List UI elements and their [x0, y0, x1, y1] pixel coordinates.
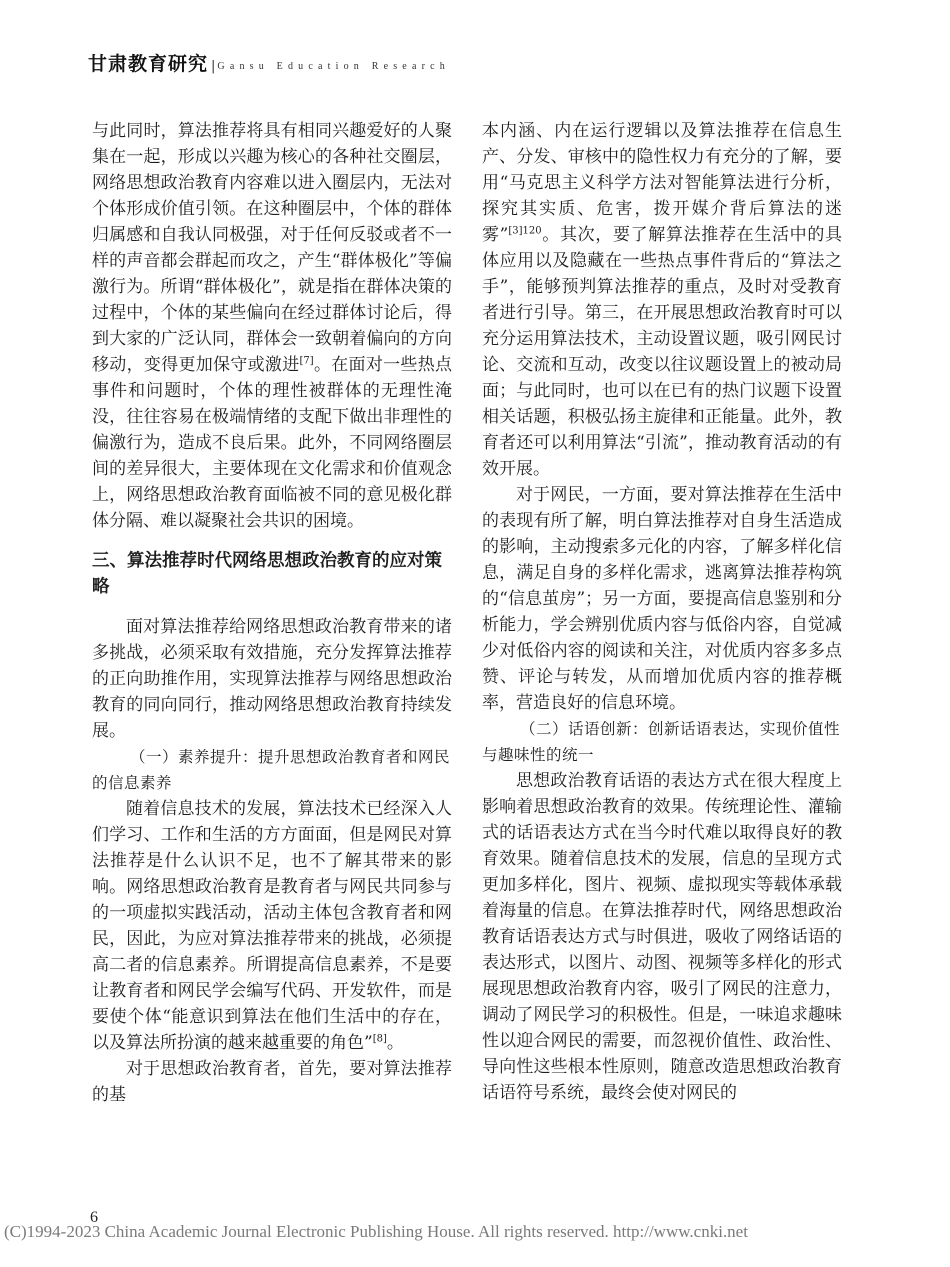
subsection-title: 提升思想政治教育者和网民的信息素养 [92, 748, 451, 792]
paragraph: 面对算法推荐给网络思想政治教育带来的诸多挑战，必须采取有效措施，充分发挥算法推荐的正向助推作用，实现算法推荐与网络思想政治教育的同向同行，推动网络思想政治教育持续发展。 [92, 617, 452, 741]
citation: [7] [299, 355, 314, 367]
paragraph-text: 与此同时，算法推荐将具有相同兴趣爱好的人聚集在一起，形成以兴趣为核心的各种社交圈层，网络思想政治教育内容难以进入圈层内，无法对个体形成价值引领。在这种圈层中，个体的群体归属感和自我认同极强，对于任何反驳或者不一样的声音都会群起而攻之，产生“群体极化”等偏激行为。所谓“群体极化”，就是指在群体决策的过程中，个体的某些偏向在经过群体讨论后，得到大家的广泛认同，群体会一致朝着偏向的方向移动，变得更加保守或激进 [92, 121, 452, 375]
journal-header [88, 46, 450, 76]
paragraph [92, 796, 452, 1056]
paragraph-text: 随着信息技术的发展，算法技术已经深入人们学习、工作和生活的方方面面，但是网民对算法推荐是什么认识不足，也不了解其带来的影响。网络思想政治教育是教育者与网民共同参与的一项虚拟实践活动，活动主体包含教育者和网民，因此，为应对算法推荐带来的挑战，必须提高二者的信息素养。所谓提高信息素养，不是要让教育者和网民学会编写代码、开发软件，而是要使个体“能意识到算法在他们生活中的存在，以及算法所扮演的越来越重要的角色” [92, 799, 452, 1053]
paragraph [482, 118, 842, 482]
section-heading: 三、算法推荐时代网络思想政治教育的应对策略 [92, 551, 442, 597]
paragraph: 对于网民，一方面，要对算法推荐在生活中的表现有所了解，明白算法推荐对自身生活造成的影响，主动搜索多元化的内容，了解多样化信息，满足自身的多样化需求，逃离算法推荐构筑的“信息茧房”；另一方面，要提高信息鉴别和分析能力，学会辨别优质内容与低俗内容，自觉减少对低俗内容的阅读和关注，对优质内容多多点赞、评论与转发，从而增加优质内容的推荐概率，营造良好的信息环境。 [482, 485, 842, 713]
paragraph-text: 。其次，要了解算法推荐在生活中的具体应用以及隐藏在一些热点事件背后的“算法之手”，能够预判算法推荐的重点，及时对受教育者进行引导。第三，在开展思想政治教育时可以充分运用算法技术，主动设置议题，吸引网民讨论、交流和互动，改变以往议题设置上的被动局面；与此同时，也可以在已有的热门议题下设置相关话题，积极弘扬主旋律和正能量。此外，教育者还可以利用算法“引流”，推动教育活动的有效开展。 [482, 225, 842, 479]
paragraph: 思想政治教育话语的表达方式在很大程度上影响着思想政治教育的效果。传统理论性、灌输式的话语表达方式在当今时代难以取得良好的教育效果。随着信息技术的发展，信息的呈现方式更加多样化，图片、视频、虚拟现实等载体承载着海量的信息。在算法推荐时代，网络思想政治教育话语表达方式与时俱进，吸收了网络话语的表达形式，以图片、动图、视频等多样化的形式展现思想政治教育内容，吸引了网民的注意力，调动了网民学习的积极性。但是，一味追求趣味性以迎合网民的需要，而忽视价值性、政治性、导向性这些根本性原则，随意改造思想政治教育话语符号系统，最终会使对网民的 [482, 771, 842, 1103]
right-column [482, 118, 842, 1106]
citation: [8] [372, 1033, 387, 1045]
citation: [3]120 [508, 225, 542, 237]
subsection-heading [482, 716, 842, 768]
header-separator: | [211, 59, 216, 74]
paragraph-text: 本内涵、内在运行逻辑以及算法推荐在信息生产、分发、审核中的隐性权力有充分的了解，要用“马克思主义科学方法对智能算法进行分析，探究其实质、危害，拨开媒介背后算法的迷雾” [482, 121, 842, 245]
page-number: 6 [90, 1209, 98, 1226]
paragraph [92, 118, 452, 534]
subsection-label: （二）话语创新： [520, 720, 649, 738]
paragraph-text: 。 [386, 1033, 404, 1053]
paragraph: 对于思想政治教育者，首先，要对算法推荐的基 [92, 1059, 452, 1105]
copyright-notice: (C)1994-2023 China Academic Journal Electronic Publishing House. All rights reserved. http://www.cnki.net [4, 1222, 748, 1241]
subsection-title: 创新话语表达，实现价值性与趣味性的统一 [482, 720, 841, 764]
subsection-heading [92, 744, 452, 796]
paragraph-text: 。在面对一些热点事件和问题时，个体的理性被群体的无理性淹没，往往容易在极端情绪的支配下做出非理性的偏激行为，造成不良后果。此外，不同网络圈层间的差异很大，主要体现在文化需求和价值观念上，网络思想政治教育面临被不同的意见极化群体分隔、难以凝聚社会共识的困境。 [92, 355, 453, 531]
subsection-label: （一）素养提升： [130, 748, 259, 766]
journal-name-cn: 甘肃教育研究 [88, 53, 209, 75]
left-column [92, 118, 452, 1108]
journal-name-en: Gansu Education Research [217, 61, 450, 72]
